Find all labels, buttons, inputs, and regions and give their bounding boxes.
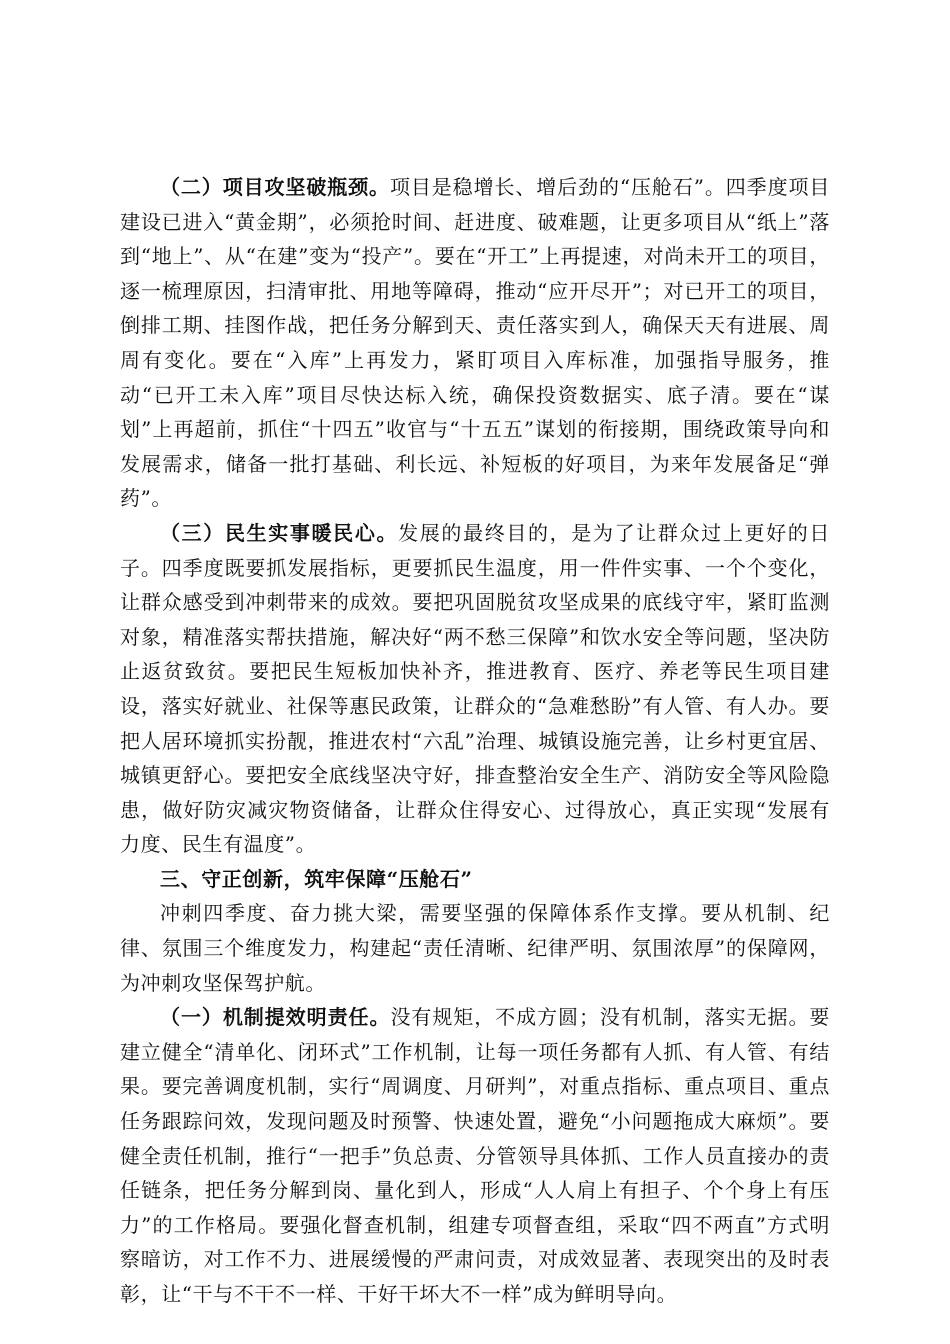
paragraph-mechanism <box>120 1000 830 1311</box>
paragraph-body: 冲刺四季度、奋力挑大梁，需要坚强的保障体系作支撑。要从机制、纪律、氛围三个维度发力，构建起“责任清晰、纪律严明、氛围浓厚”的保障网，为冲刺攻坚保驾护航。 <box>120 901 830 995</box>
paragraph-lead: （一）机制提效明责任。 <box>160 1005 391 1030</box>
paragraph-lead: （三）民生实事暖民心。 <box>160 520 399 545</box>
paragraph-body: 发展的最终目的，是为了让群众过上更好的日子。四季度既要抓发展指标，更要抓民生温度，用一件件实事、一个个变化，让群众感受到冲刺带来的成效。要把巩固脱贫攻坚成果的底线守牢，紧盯监测对象，精准落实帮扶措施，解决好“两不愁三保障”和饮水安全等问题，坚决防止返贫致贫。要把民生短板加快补齐，推进教育、医疗、养老等民生项目建设，落实好就业、社保等惠民政策，让群众的“急难愁盼”有人管、有人办。要把人居环境抓实扮靓，推进农村“六乱”治理、城镇设施完善，让乡村更宜居、城镇更舒心。要把安全底线坚决守好，排查整治安全生产、消防安全等风险隐患，做好防灾减灾物资储备，让群众住得安心、过得放心，真正实现“发展有力度、民生有温度”。 <box>120 520 831 857</box>
paragraph-body: 没有规矩，不成方圆；没有机制，落实无据。要建立健全“清单化、闭环式”工作机制，让每一项任务都有人抓、有人管、有结果。要完善调度机制，实行“周调度、月研判”，对重点指标、重点项目、重点任务跟踪问效，发现问题及时预警、快速处置，避免“小问题拖成大麻烦”。要健全责任机制，推行“一把手”负总责、分管领导具体抓、工作人员直接办的责任链条，把任务分解到岗、量化到人，形成“人人肩上有担子、个个身上有压力”的工作格局。要强化督查机制，组建专项督查组，采取“四不两直”方式明察暗访，对工作不力、进展缓慢的严肃问责，对成效显著、表现突出的及时表彰，让“干与不干不一样、干好干坏大不一样”成为鲜明导向。 <box>120 1005 830 1306</box>
paragraph-body: 项目是稳增长、增后劲的“压舱石”。四季度项目建设已进入“黄金期”，必须抢时间、赶进度、破难题，让更多项目从“纸上”落到“地上”、从“在建”变为“投产”。要在“开工”上再提速，对尚未开工的项目，逐一梳理原因，扫清审批、用地等障碍，推动“应开尽开”；对已开工的项目，倒排工期、挂图作战，把任务分解到天、责任落实到人，确保天天有进展、周周有变化。要在“入库”上再发力，紧盯项目入库标准，加强指导服务，推动“已开工未入库”项目尽快达标入统，确保投资数据实、底子清。要在“谋划”上再超前，抓住“十四五”收官与“十五五”谋划的衔接期，围绕政策导向和发展需求，储备一批打基础、利长远、补短板的好项目，为来年发展备足“弹药”。 <box>120 175 830 511</box>
paragraph-livelihood <box>120 516 830 862</box>
paragraph-section-intro <box>120 896 830 1000</box>
section-heading-three: 三、守正创新，筑牢保障“压舱石” <box>160 866 473 891</box>
document-page <box>120 170 830 1312</box>
paragraph-lead: （二）项目攻坚破瓶颈。 <box>160 175 390 199</box>
paragraph-project-breakthrough <box>120 170 830 516</box>
